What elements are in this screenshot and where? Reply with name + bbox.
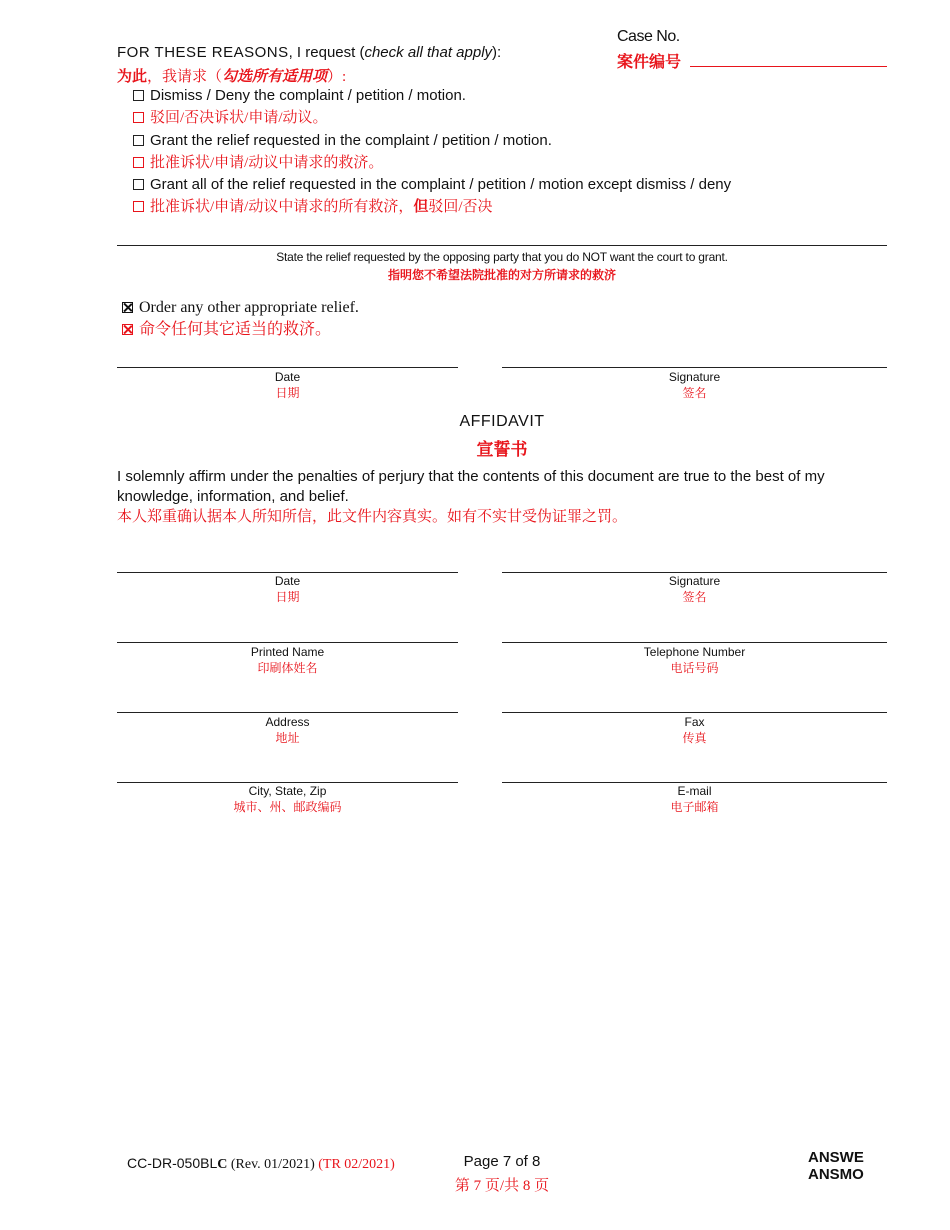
address-field[interactable] [117,712,458,713]
affidavit-text: I solemnly affirm under the penalties of perjury that the contents of this document are true to the best of my knowledge, information, and belief. [117,468,825,505]
checkbox-grant-except[interactable] [133,179,144,190]
checkbox-grant[interactable] [133,135,144,146]
date-label-2: Date 日期 [274,574,301,604]
signature-label-1: Signature 签名 [668,370,721,400]
page-number-zh: 第 7 页/共 8 页 [454,1178,550,1194]
affidavit-text-zh: 本人郑重确认据本人所知所信，此文件内容真实。如有不实甘受伪证罪之罚。 [117,509,628,525]
option-grant-except[interactable]: Grant all of the relief requested in the complaint / petition / motion except dismiss / deny [133,175,731,195]
form-id: CC-DR-050BLC (Rev. 01/2021) (TR 02/2021) [127,1155,395,1172]
option-grant-zh: 批准诉状/申请/动议中请求的救济。 [133,153,383,173]
checkbox-dismiss[interactable] [133,90,144,101]
date-field-1[interactable] [117,367,458,368]
checkbox-other-relief[interactable] [122,302,133,313]
checkbox-dismiss-zh[interactable] [133,112,144,123]
reasons-intro: FOR THESE REASONS, I request (check all that apply): [117,44,502,61]
opposing-instruction: State the relief requested by the opposing party that you do NOT want the court to grant. [276,250,728,264]
email-label: E-mail 电子邮箱 [670,784,719,814]
address-label: Address 地址 [265,715,310,745]
date-label-1: Date 日期 [274,370,301,400]
checkbox-grant-except-zh[interactable] [133,201,144,212]
telephone-label: Telephone Number 电话号码 [643,645,746,675]
option-dismiss-zh: 驳回/否决诉状/申请/动议。 [133,108,328,128]
option-grant[interactable]: Grant the relief requested in the complaint / petition / motion. [133,131,552,151]
opposing-relief-field[interactable] [117,245,887,246]
signature-label-2: Signature 签名 [668,574,721,604]
affidavit-title: AFFIDAVIT [459,413,545,430]
checkbox-other-relief-zh[interactable] [122,324,133,335]
opposing-instruction-zh: 指明您不希望法院批准的对方所请求的救济 [387,268,616,282]
affidavit-title-zh: 宣誓书 [476,440,528,459]
printed-name-field[interactable] [117,642,458,643]
other-relief[interactable]: Order any other appropriate relief. [122,299,359,317]
case-no-label: Case No. [617,28,680,45]
form-code-2: ANSMO [808,1166,864,1183]
form-code-1: ANSWE [808,1149,864,1166]
city-state-zip-label: City, State, Zip 城市、州、邮政编码 [233,784,342,814]
option-grant-except-zh: 批准诉状/申请/动议中请求的所有救济，但驳回/否决 [133,197,493,217]
other-relief-zh: 命令任何其它适当的救济。 [122,316,331,339]
fax-label: Fax 传真 [682,715,707,745]
page-number: Page 7 of 8 [463,1153,541,1170]
checkbox-grant-zh[interactable] [133,157,144,168]
signature-field-1[interactable] [502,367,887,368]
reasons-intro-zh: 为此，我请求（勾选所有适用项）: [117,69,347,85]
telephone-field[interactable] [502,642,887,643]
option-dismiss[interactable]: Dismiss / Deny the complaint / petition / motion. [133,86,466,106]
case-no-field[interactable] [690,66,887,67]
case-no-label-zh: 案件编号 [617,54,682,71]
printed-name-label: Printed Name 印刷体姓名 [250,645,325,675]
fax-field[interactable] [502,712,887,713]
